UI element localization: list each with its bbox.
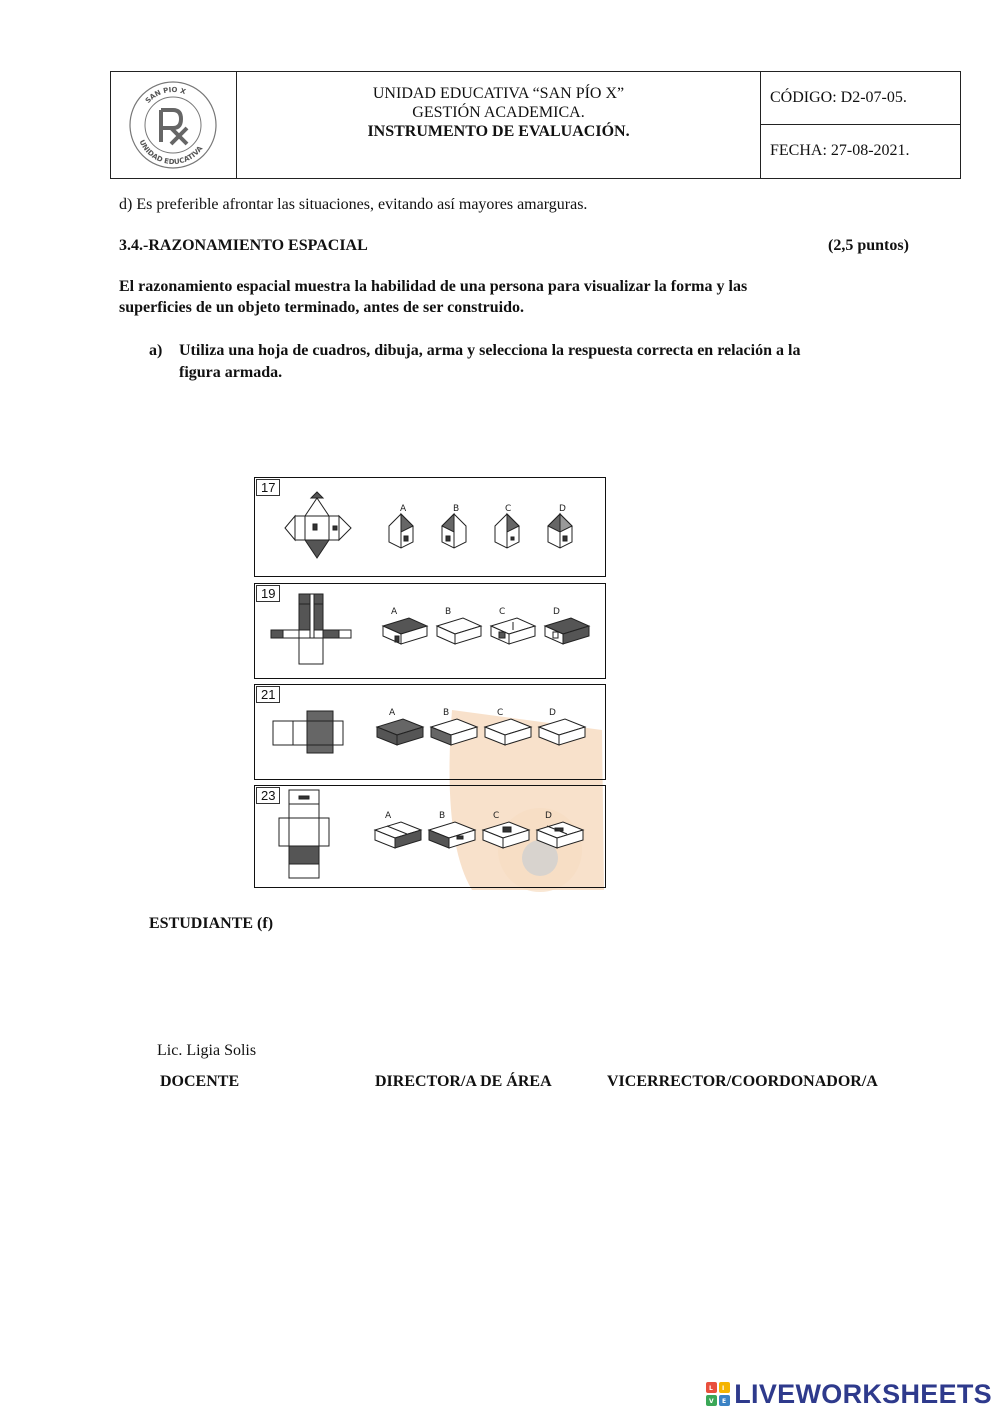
school-name: UNIDAD EDUCATIVA “SAN PÍO X” — [372, 85, 625, 102]
house-net — [285, 492, 351, 558]
option-label: B — [453, 504, 460, 514]
box-net — [279, 790, 329, 878]
logo-text-bottom: UNIDAD EDUCATIVA — [137, 138, 205, 167]
spatial-reasoning-figure — [254, 470, 608, 890]
vice-signature-label: VICERRECTOR/COORDONADOR/A — [607, 1073, 878, 1090]
option-label: C — [499, 607, 506, 617]
box-options — [377, 719, 585, 745]
exercise-19 — [254, 583, 606, 679]
document-date: FECHA: 27-08-2021. — [770, 142, 910, 159]
section-intro-line-1: El razonamiento espacial muestra la habilidad de una persona para visualizar la forma y las — [119, 278, 748, 295]
item-instruction-line-2: figura armada. — [179, 364, 283, 381]
option-label: D — [545, 811, 552, 821]
option-label: C — [505, 504, 512, 514]
option-label: B — [439, 811, 446, 821]
document-code: CÓDIGO: D2-07-05. — [761, 72, 960, 125]
school-seal-logo — [111, 72, 235, 176]
option-label: C — [497, 708, 504, 718]
liveworksheets-logo-icon — [706, 1382, 730, 1406]
document-header — [110, 71, 961, 179]
student-signature-label: ESTUDIANTE (f) — [149, 915, 274, 932]
document-type: INSTRUMENTO DE EVALUACIÓN. — [367, 123, 630, 140]
previous-item-d: d) Es preferible afrontar las situaciones, evitando así mayores amarguras. — [119, 196, 588, 213]
exercise-21 — [254, 684, 606, 780]
option-label: D — [553, 607, 560, 617]
exercise-21-drawing — [255, 685, 605, 777]
exercise-17-drawing — [255, 478, 605, 574]
director-signature-label: DIRECTOR/A DE ÁREA — [375, 1073, 552, 1090]
box-options — [383, 618, 589, 644]
option-label: A — [389, 708, 396, 718]
item-instruction-line-1: Utiliza una hoja de cuadros, dibuja, arma y selecciona la respuesta correcta en relación a la — [179, 342, 801, 359]
exercise-19-drawing — [255, 584, 605, 676]
teacher-name: Lic. Ligia Solis — [157, 1042, 257, 1059]
header-title-block — [237, 72, 761, 178]
option-label: B — [443, 708, 450, 718]
exercise-17 — [254, 477, 606, 577]
exercise-number: 17 — [256, 479, 280, 496]
box-net — [273, 711, 343, 753]
school-logo-cell — [111, 72, 237, 178]
department-name: GESTIÓN ACADEMICA. — [412, 104, 585, 121]
box-options — [375, 822, 583, 848]
option-label: B — [445, 607, 452, 617]
exercise-number: 19 — [256, 585, 280, 602]
liveworksheets-wordmark: LIVEWORKSHEETS — [734, 1378, 992, 1409]
option-label: A — [391, 607, 398, 617]
option-label: A — [400, 504, 407, 514]
house-options — [389, 514, 572, 548]
liveworksheets-brand — [706, 1378, 992, 1410]
item-marker: a) — [149, 342, 163, 359]
logo-text-top: SAN PIO X — [143, 85, 187, 105]
option-label: C — [493, 811, 500, 821]
option-label: D — [559, 504, 566, 514]
exercise-number: 23 — [256, 787, 280, 804]
exercise-number: 21 — [256, 686, 280, 703]
teacher-signature-label: DOCENTE — [160, 1073, 240, 1090]
option-label: A — [385, 811, 392, 821]
section-title: 3.4.-RAZONAMIENTO ESPACIAL — [119, 237, 368, 254]
svg-text:LIVE: L I V E — [709, 1385, 727, 1405]
exercise-23 — [254, 785, 606, 888]
option-label: D — [549, 708, 556, 718]
box-net — [271, 594, 351, 664]
section-points: (2,5 puntos) — [828, 237, 909, 254]
section-intro-line-2: superficies de un objeto terminado, antes de ser construido. — [119, 299, 525, 316]
exercise-23-drawing — [255, 786, 605, 885]
